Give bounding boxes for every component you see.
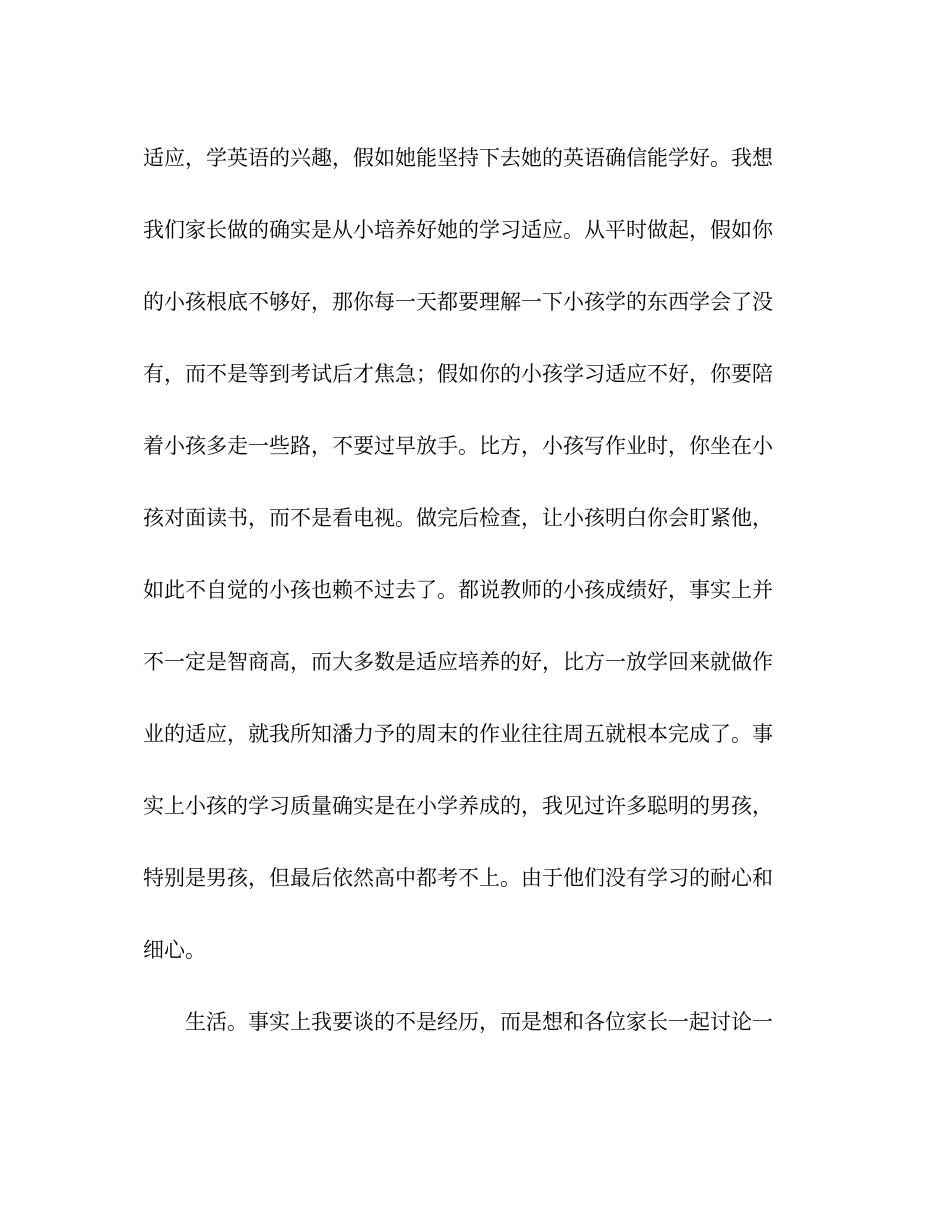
text-line: 细心。 bbox=[143, 938, 206, 962]
paragraph-start-line: 生活。事实上我要谈的不是经历，而是想和各位家长一起讨论一 bbox=[185, 1010, 773, 1034]
text-line: 如此不自觉的小孩也赖不过去了。都说教师的小孩成绩好，事实上并 bbox=[143, 578, 773, 602]
text-line: 实上小孩的学习质量确实是在小学养成的，我见过许多聪明的男孩， bbox=[143, 794, 773, 818]
text-line: 特别是男孩，但最后依然高中都考不上。由于他们没有学习的耐心和 bbox=[143, 866, 773, 890]
text-line: 有，而不是等到考试后才焦急；假如你的小孩学习适应不好，你要陪 bbox=[143, 362, 773, 386]
text-line: 不一定是智商高，而大多数是适应培养的好，比方一放学回来就做作 bbox=[143, 650, 773, 674]
text-line: 的小孩根底不够好，那你每一天都要理解一下小孩学的东西学会了没 bbox=[143, 290, 773, 314]
text-line: 孩对面读书，而不是看电视。做完后检查，让小孩明白你会盯紧他， bbox=[143, 506, 773, 530]
text-line: 业的适应，就我所知潘力予的周末的作业往往周五就根本完成了。事 bbox=[143, 722, 773, 746]
text-line: 着小孩多走一些路，不要过早放手。比方，小孩写作业时，你坐在小 bbox=[143, 434, 773, 458]
text-line: 适应，学英语的兴趣，假如她能坚持下去她的英语确信能学好。我想 bbox=[143, 146, 773, 170]
text-line: 我们家长做的确实是从小培养好她的学习适应。从平时做起，假如你 bbox=[143, 218, 773, 242]
body-text bbox=[143, 138, 803, 1074]
